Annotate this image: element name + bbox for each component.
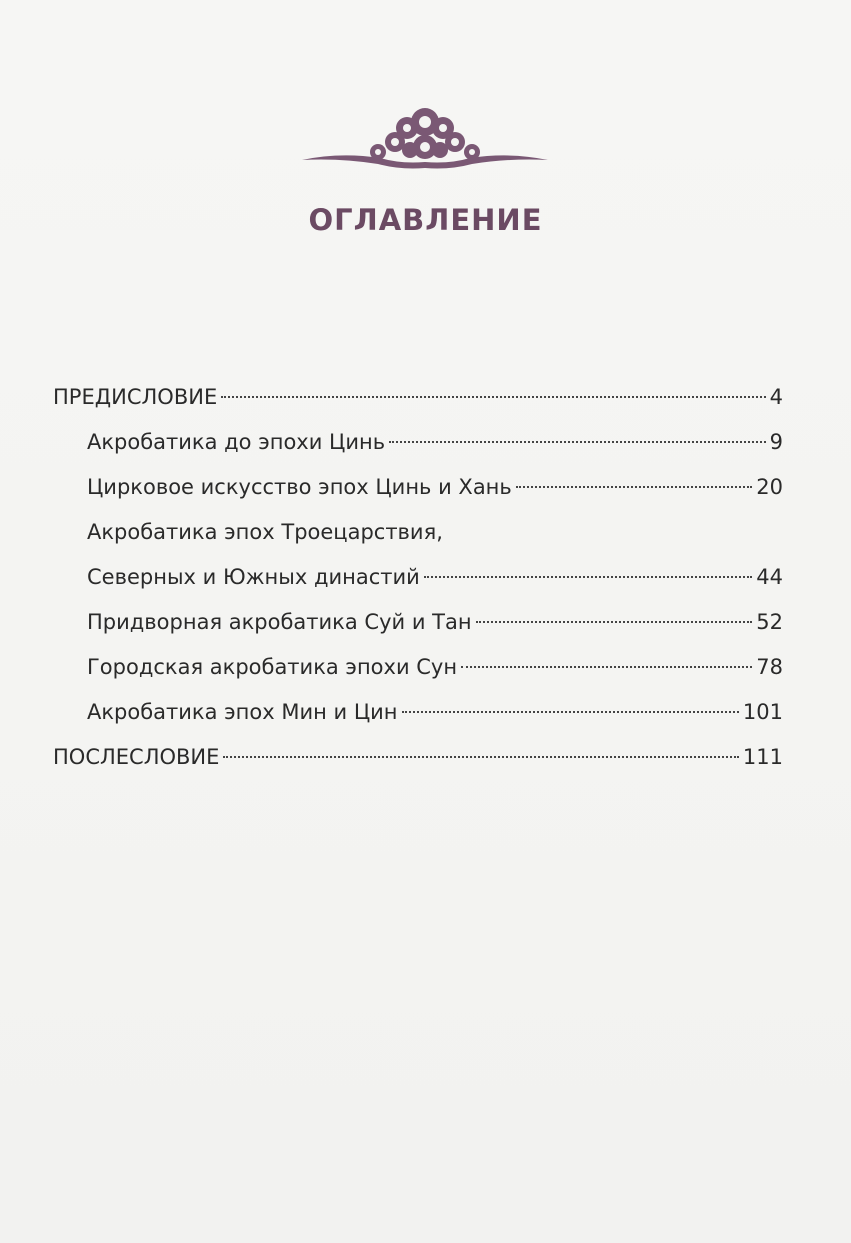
toc-entry-chapter[interactable] — [53, 420, 783, 465]
dot-leader — [424, 576, 752, 578]
toc-entry-label: Городская акробатика эпохи Сун — [87, 655, 458, 679]
toc-entry-chapter[interactable] — [53, 600, 783, 645]
toc-entry-chapter[interactable] — [53, 555, 783, 600]
toc-entry-label: Придворная акробатика Суй и Тан — [87, 610, 472, 634]
toc-page-number: 111 — [742, 745, 783, 769]
toc-entry-chapter[interactable] — [53, 465, 783, 510]
toc-entry-label: Цирковое искусство эпох Цинь и Хань — [87, 475, 512, 499]
toc-page-number: 9 — [769, 430, 783, 454]
toc-entry-label: ПРЕДИСЛОВИЕ — [53, 385, 218, 409]
toc-page-number: 52 — [756, 610, 783, 634]
dot-leader — [476, 621, 753, 623]
dot-leader — [402, 711, 739, 713]
page-title: ОГЛАВЛЕНИЕ — [308, 203, 543, 237]
toc-page-number: 101 — [742, 700, 783, 724]
toc-page-number: 44 — [756, 565, 783, 589]
dot-leader — [221, 396, 765, 398]
toc-page-number: 4 — [769, 385, 783, 409]
table-of-contents — [53, 375, 783, 780]
toc-entry-label: Акробатика эпох Мин и Цин — [87, 700, 398, 724]
toc-page-number: 20 — [756, 475, 783, 499]
dot-leader — [516, 486, 752, 488]
toc-entry-preface[interactable] — [53, 375, 783, 420]
toc-entry-label: Акробатика до эпохи Цинь — [87, 430, 386, 454]
toc-entry-label: Северных и Южных династий — [87, 565, 420, 589]
dot-leader — [223, 756, 738, 758]
toc-entry-chapter-line1[interactable] — [53, 510, 783, 555]
toc-entry-chapter[interactable] — [53, 690, 783, 735]
toc-entry-label: ПОСЛЕСЛОВИЕ — [53, 745, 220, 769]
toc-entry-afterword[interactable] — [53, 735, 783, 780]
toc-entry-chapter[interactable] — [53, 645, 783, 690]
cloud-ornament-icon — [300, 92, 550, 182]
dot-leader — [389, 441, 766, 443]
toc-page-number: 78 — [756, 655, 783, 679]
toc-entry-label: Акробатика эпох Троецарствия, — [87, 520, 443, 544]
dot-leader — [461, 666, 752, 668]
